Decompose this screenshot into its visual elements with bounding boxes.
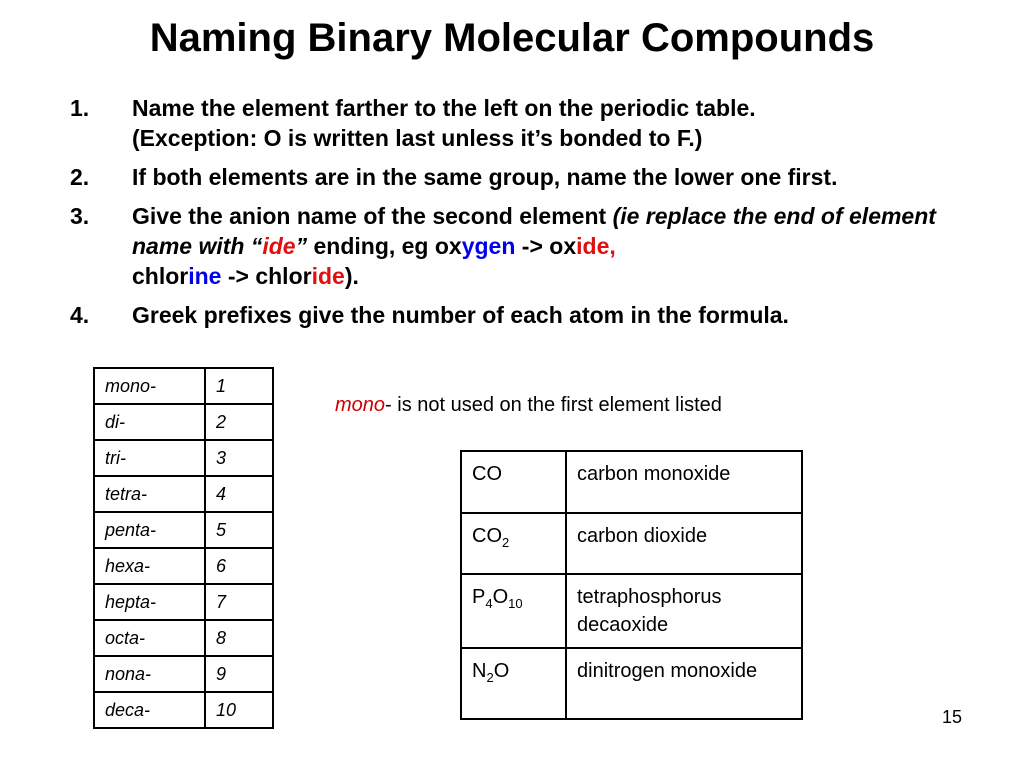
- compound-name-cell: tetraphosphorus decaoxide: [566, 574, 802, 648]
- number-cell: 8: [205, 620, 273, 656]
- table-row: [94, 692, 273, 728]
- formula-cell: [461, 451, 566, 513]
- rule-4: [70, 300, 970, 330]
- rule-text: Give the anion name of the second element: [132, 203, 613, 229]
- table-row: [94, 512, 273, 548]
- arrow-text: -> ox: [515, 233, 577, 259]
- rule-number: 3.: [70, 203, 90, 229]
- table-row: [94, 584, 273, 620]
- rule-exception: (Exception: O is written last unless it’s bonded to F.): [132, 125, 703, 151]
- mono-note: [335, 394, 722, 417]
- number-cell: 6: [205, 548, 273, 584]
- subscript: 10: [508, 596, 523, 611]
- rule-3: [70, 201, 970, 291]
- mono-word: mono: [335, 394, 386, 416]
- formula-cell: [461, 513, 566, 574]
- rule-2: [70, 162, 970, 192]
- rule-text: Greek prefixes give the number of each atom in the formula.: [132, 302, 789, 328]
- slide-number: 15: [942, 707, 963, 727]
- compound-examples-table: [460, 450, 803, 720]
- chloride-ending: ide: [311, 263, 345, 289]
- number-cell: 3: [205, 440, 273, 476]
- table-row: [461, 574, 802, 648]
- prefix-cell: hepta-: [94, 584, 205, 620]
- number-cell: 9: [205, 656, 273, 692]
- rule-number: 2.: [70, 164, 90, 190]
- formula-text: O: [493, 660, 510, 682]
- formula-cell: [461, 648, 566, 719]
- table-row: [94, 656, 273, 692]
- subscript: 4: [485, 596, 493, 611]
- table-row: [94, 548, 273, 584]
- rule-number: 4.: [70, 302, 90, 328]
- prefix-cell: octa-: [94, 620, 205, 656]
- number-cell: 10: [205, 692, 273, 728]
- prefix-cell: hexa-: [94, 548, 205, 584]
- formula-text: CO: [472, 463, 502, 485]
- table-row: [461, 451, 802, 513]
- rule-text: If both elements are in the same group, name the lower one first.: [132, 164, 838, 190]
- table-row: [94, 620, 273, 656]
- chlorine-ending: ine: [188, 263, 222, 289]
- compound-name-cell: carbon dioxide: [566, 513, 802, 574]
- oxygen-ending: ygen: [461, 233, 516, 259]
- arrow-text: -> chlor: [221, 263, 312, 289]
- closing-text: ).: [344, 263, 359, 289]
- compound-name-cell: carbon monoxide: [566, 451, 802, 513]
- prefix-cell: penta-: [94, 512, 205, 548]
- table-row: [94, 404, 273, 440]
- subscript: 2: [502, 535, 510, 550]
- naming-rules-list: [70, 93, 970, 339]
- note-text: - is not used on the first element listed: [385, 394, 722, 416]
- oxide-ending: ide,: [576, 233, 616, 259]
- rule-text: ending, eg ox: [307, 233, 462, 259]
- slide-title: Naming Binary Molecular Compounds: [149, 16, 875, 60]
- rule-number: 1.: [70, 95, 90, 121]
- formula-text: CO: [472, 525, 502, 547]
- table-row: [461, 648, 802, 719]
- formula-text: P: [472, 586, 486, 608]
- rule-1: [70, 93, 970, 153]
- number-cell: 7: [205, 584, 273, 620]
- prefix-cell: di-: [94, 404, 205, 440]
- compound-name-cell: dinitrogen monoxide: [566, 648, 802, 719]
- table-row: [94, 476, 273, 512]
- number-cell: 1: [205, 368, 273, 404]
- prefix-cell: mono-: [94, 368, 205, 404]
- prefix-cell: tri-: [94, 440, 205, 476]
- formula-cell: [461, 574, 566, 648]
- number-cell: 2: [205, 404, 273, 440]
- formula-text: N: [472, 660, 487, 682]
- number-cell: 5: [205, 512, 273, 548]
- rule-note-close: ”: [295, 233, 308, 259]
- number-cell: 4: [205, 476, 273, 512]
- prefix-cell: deca-: [94, 692, 205, 728]
- table-row: [94, 440, 273, 476]
- subscript: 2: [486, 670, 494, 685]
- rule-note: (ie replace the end of element name with “: [132, 203, 936, 259]
- rule-text: Name the element farther to the left on the periodic table.: [132, 95, 756, 121]
- prefix-cell: tetra-: [94, 476, 205, 512]
- ide-suffix: ide: [262, 233, 296, 259]
- table-row: [94, 368, 273, 404]
- table-row: [461, 513, 802, 574]
- greek-prefix-table: [93, 367, 274, 729]
- chlor-text: chlor: [132, 263, 189, 289]
- formula-text: O: [492, 586, 509, 608]
- prefix-cell: nona-: [94, 656, 205, 692]
